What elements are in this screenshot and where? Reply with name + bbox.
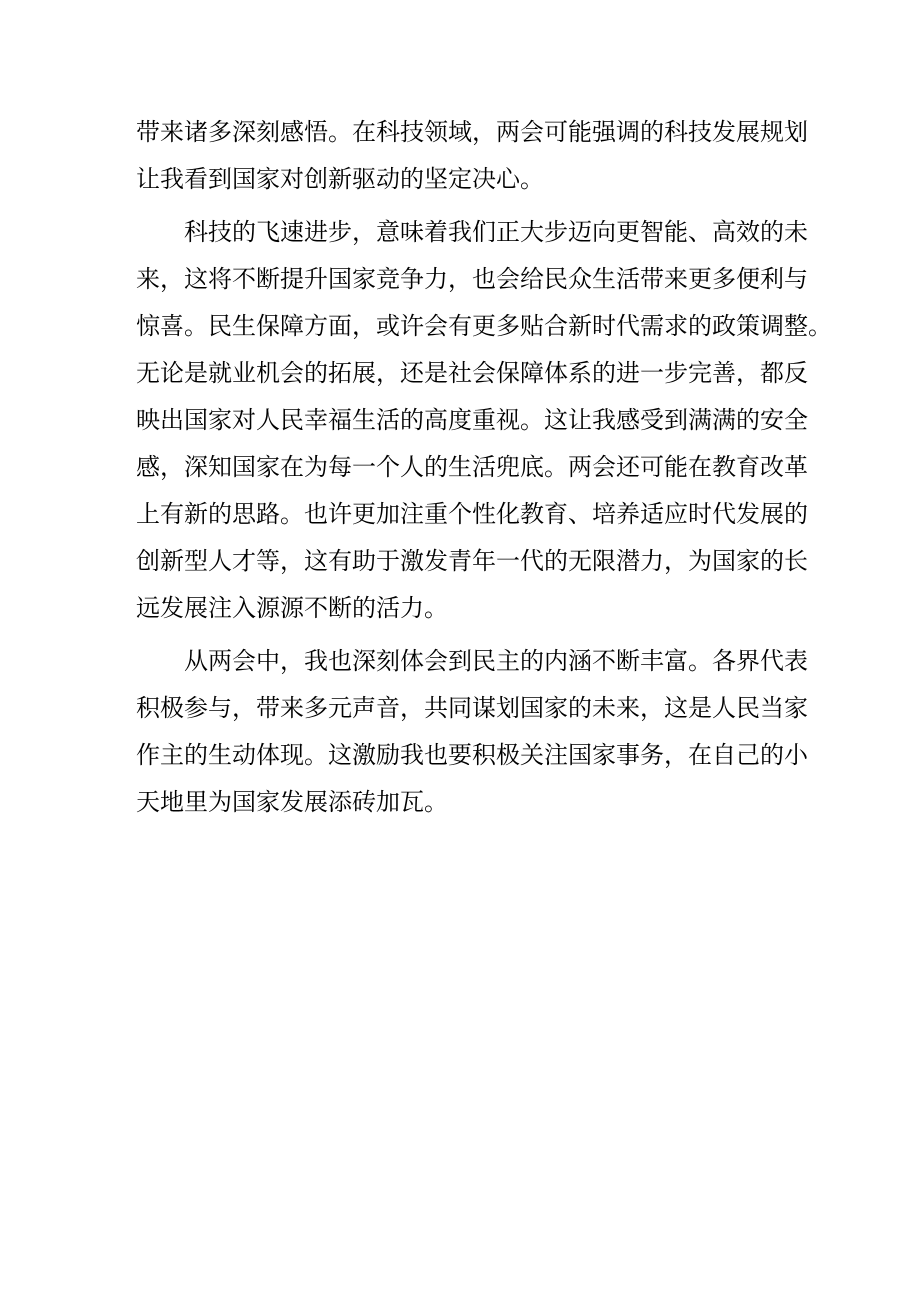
text-line: 作主的生动体现。这激励我也要积极关注国家事务，在自己的小	[136, 741, 808, 769]
text-line: 无论是就业机会的拓展，还是社会保障体系的进一步完善，都反	[136, 359, 808, 387]
text-line: 天地里为国家发展添砖加瓦。	[136, 788, 448, 816]
text-line: 映出国家对人民幸福生活的高度重视。这让我感受到满满的安全	[136, 406, 808, 434]
document-body	[136, 109, 832, 826]
text-line: 带来诸多深刻感悟。在科技领域，两会可能强调的科技发展规划	[136, 118, 808, 146]
text-line: 科技的飞速进步，意味着我们正大步迈向更智能、高效的未	[184, 218, 808, 246]
text-line: 上有新的思路。也许更加注重个性化教育、培养适应时代发展的	[136, 500, 808, 528]
text-line: 让我看到国家对创新驱动的坚定决心。	[136, 165, 544, 193]
text-line: 积极参与，带来多元声音，共同谋划国家的未来，这是人民当家	[136, 694, 808, 722]
text-line: 创新型人才等，这有助于激发青年一代的无限潜力，为国家的长	[136, 547, 808, 575]
text-line: 来，这将不断提升国家竞争力，也会给民众生活带来更多便利与	[136, 265, 808, 293]
paragraph-1	[136, 109, 808, 203]
text-line: 惊喜。民生保障方面，或许会有更多贴合新时代需求的政策调整。	[136, 312, 832, 340]
text-line: 从两会中，我也深刻体会到民主的内涵不断丰富。各界代表	[184, 647, 808, 675]
text-line: 远发展注入源源不断的活力。	[136, 594, 448, 622]
paragraph-2	[136, 209, 832, 632]
paragraph-3	[136, 638, 808, 826]
text-line: 感，深知国家在为每一个人的生活兜底。两会还可能在教育改革	[136, 453, 808, 481]
